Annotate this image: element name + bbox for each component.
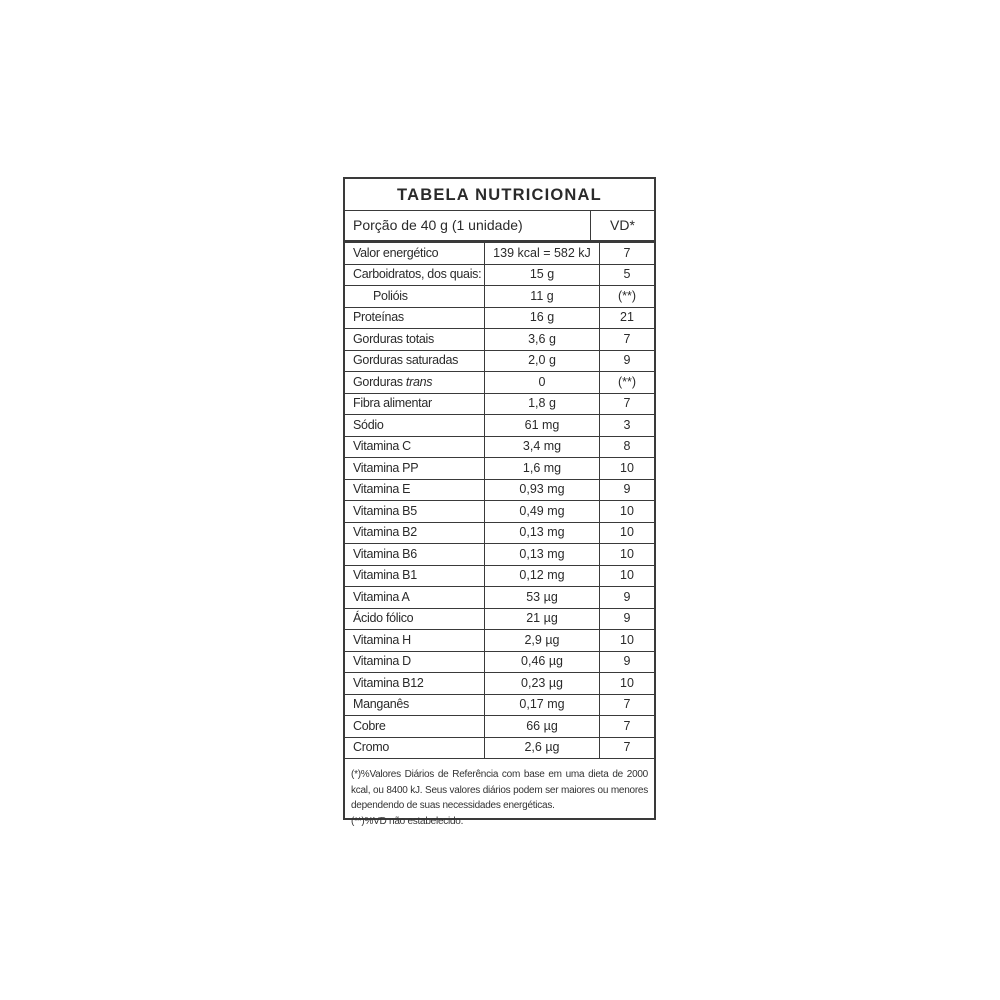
nutrient-vd: 21 [600,307,655,329]
nutrient-name: Vitamina B1 [345,565,485,587]
nutrient-row [345,651,654,673]
nutrient-amount: 61 mg [485,415,600,437]
nutrient-amount: 0,13 mg [485,522,600,544]
nutrient-name: Gorduras saturadas [345,350,485,372]
nutrient-vd: 7 [600,716,655,738]
nutrient-vd: 10 [600,544,655,566]
nutrient-row [345,522,654,544]
nutrient-amount: 66 µg [485,716,600,738]
nutrient-amount: 11 g [485,286,600,308]
nutrient-name: Vitamina A [345,587,485,609]
nutrition-facts-label [343,177,656,827]
nutrient-row [345,458,654,480]
nutrient-row [345,243,654,264]
nutrient-amount: 0,13 mg [485,544,600,566]
nutrient-vd: 7 [600,243,655,264]
nutrient-row [345,436,654,458]
nutrient-amount: 15 g [485,264,600,286]
nutrient-row [345,329,654,351]
nutrient-name: Vitamina B2 [345,522,485,544]
nutrient-name: Polióis [345,286,485,308]
nutrient-vd: 5 [600,264,655,286]
nutrient-name: Proteínas [345,307,485,329]
nutrient-row [345,716,654,738]
nutrient-vd: 9 [600,651,655,673]
nutrient-vd: 7 [600,329,655,351]
nutrient-row [345,544,654,566]
nutrient-name: Manganês [345,694,485,716]
nutrient-amount: 0 [485,372,600,394]
nutrient-amount: 2,6 µg [485,737,600,759]
nutrient-vd: 7 [600,694,655,716]
nutrient-row [345,608,654,630]
nutrient-amount: 0,49 mg [485,501,600,523]
nutrient-row [345,694,654,716]
nutrient-amount: 139 kcal = 582 kJ [485,243,600,264]
nutrient-row [345,501,654,523]
nutrient-amount: 2,9 µg [485,630,600,652]
nutrient-amount: 21 µg [485,608,600,630]
nutrient-vd: 10 [600,458,655,480]
nutrient-name: Gorduras totais [345,329,485,351]
nutrient-vd: 9 [600,350,655,372]
nutrient-row [345,393,654,415]
nutrient-name: Vitamina C [345,436,485,458]
nutrient-vd: 9 [600,608,655,630]
nutrient-name: Vitamina E [345,479,485,501]
nutrient-name: Vitamina B6 [345,544,485,566]
nutrient-amount: 0,46 µg [485,651,600,673]
nutrient-row [345,372,654,394]
nutrient-name: Cromo [345,737,485,759]
nutrient-name: Vitamina PP [345,458,485,480]
nutrient-row [345,307,654,329]
footnote-daily-values: (*)%Valores Diários de Referência com base em uma dieta de 2000 kcal, ou 8400 kJ. Seus valores diários podem ser maiores ou menores dependendo de suas necessidades energéticas. [351,769,648,811]
nutrient-name-italic: trans [405,374,433,389]
nutrient-name: Vitamina B5 [345,501,485,523]
nutrient-vd: 8 [600,436,655,458]
footnote-not-established: (**)%VD não estabelecido. [351,815,464,827]
nutrient-amount: 53 µg [485,587,600,609]
footnote [345,759,654,829]
vd-column-header: VD* [590,211,654,240]
nutrient-row [345,479,654,501]
nutrient-name: Valor energético [345,243,485,264]
nutrient-name: Fibra alimentar [345,393,485,415]
nutrient-amount: 1,6 mg [485,458,600,480]
nutrient-vd: 7 [600,737,655,759]
nutrient-name: Cobre [345,716,485,738]
portion-size: Porção de 40 g (1 unidade) [353,217,523,233]
nutrient-row [345,286,654,308]
nutrient-name-prefix: Gorduras [353,374,403,389]
nutrient-amount: 1,8 g [485,393,600,415]
nutrient-vd: (**) [600,286,655,308]
nutrient-vd: 10 [600,522,655,544]
nutrient-row [345,350,654,372]
nutrient-amount: 3,6 g [485,329,600,351]
nutrient-vd: 7 [600,393,655,415]
nutrient-vd: 10 [600,673,655,695]
nutrient-name: Carboidratos, dos quais: [345,264,485,286]
nutrient-name: Vitamina H [345,630,485,652]
nutrient-amount: 16 g [485,307,600,329]
nutrient-name: Vitamina B12 [345,673,485,695]
nutrient-vd: 10 [600,630,655,652]
nutrient-vd: 10 [600,501,655,523]
label-title: TABELA NUTRICIONAL [345,179,654,211]
nutrient-row [345,415,654,437]
nutrient-amount: 0,12 mg [485,565,600,587]
nutrient-row [345,264,654,286]
nutrient-row [345,673,654,695]
nutrient-vd: 3 [600,415,655,437]
nutrient-table [345,243,654,759]
nutrient-vd: (**) [600,372,655,394]
nutrient-amount: 0,17 mg [485,694,600,716]
nutrient-vd: 9 [600,587,655,609]
nutrient-name: Ácido fólico [345,608,485,630]
nutrient-row [345,587,654,609]
nutrient-amount: 0,93 mg [485,479,600,501]
nutrient-vd: 9 [600,479,655,501]
portion-header [345,211,654,243]
nutrient-amount: 2,0 g [485,350,600,372]
nutrient-row [345,630,654,652]
nutrient-name [345,372,485,394]
nutrient-row [345,565,654,587]
nutrient-amount: 3,4 mg [485,436,600,458]
nutrient-name: Vitamina D [345,651,485,673]
nutrient-amount: 0,23 µg [485,673,600,695]
nutrient-name: Sódio [345,415,485,437]
nutrient-vd: 10 [600,565,655,587]
nutrient-row [345,737,654,759]
